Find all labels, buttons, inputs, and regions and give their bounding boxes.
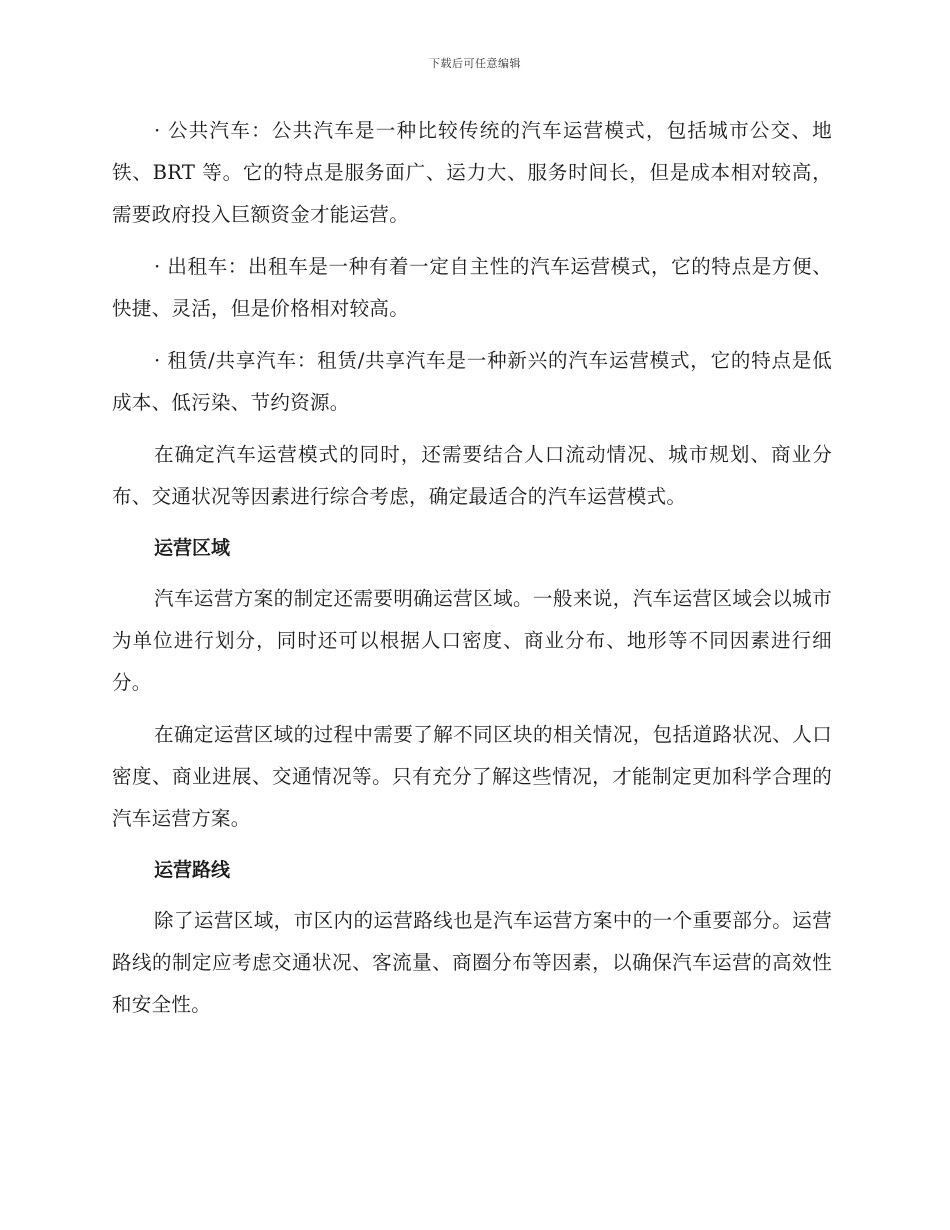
- paragraph-area-process: 在确定运营区域的过程中需要了解不同区块的相关情况，包括道路状况、人口密度、商业进展、交通情况等。只有充分了解这些情况，才能制定更加科学合理的汽车运营方案。: [112, 723, 832, 830]
- paragraph-mode-summary: 在确定汽车运营模式的同时，还需要结合人口流动情况、城市规划、商业分布、交通状况等因素进行综合考虑，确定最适合的汽车运营模式。: [112, 443, 832, 508]
- paragraph-route: 除了运营区域，市区内的运营路线也是汽车运营方案中的一个重要部分。运营路线的制定应考虑交通状况、客流量、商圈分布等因素，以确保汽车运营的高效性和安全性。: [112, 909, 832, 1016]
- bullet-paragraph-taxi: · 出租车：出租车是一种有着一定自主性的汽车运营模式，它的特点是方便、快捷、灵活，但是价格相对较高。: [112, 255, 832, 320]
- bullet-paragraph-bus: · 公共汽车：公共汽车是一种比较传统的汽车运营模式，包括城市公交、地铁、BRT 等。它的特点是服务面广、运力大、服务时间长，但是成本相对较高，需要政府投入巨额资金才能运营。: [112, 119, 832, 226]
- paragraph-area-intro: 汽车运营方案的制定还需要明确运营区域。一般来说，汽车运营区域会以城市为单位进行划分，同时还可以根据人口密度、商业分布、地形等不同因素进行细分。: [112, 587, 832, 694]
- document-body: [112, 110, 832, 1036]
- section-heading-area: 运营区域: [154, 537, 231, 559]
- bullet-paragraph-rental: · 租赁/共享汽车：租赁/共享汽车是一种新兴的汽车运营模式，它的特点是低成本、低污染、节约资源。: [112, 349, 832, 414]
- page-header: 下载后可任意编辑: [429, 57, 521, 70]
- section-heading-route: 运营路线: [154, 859, 231, 881]
